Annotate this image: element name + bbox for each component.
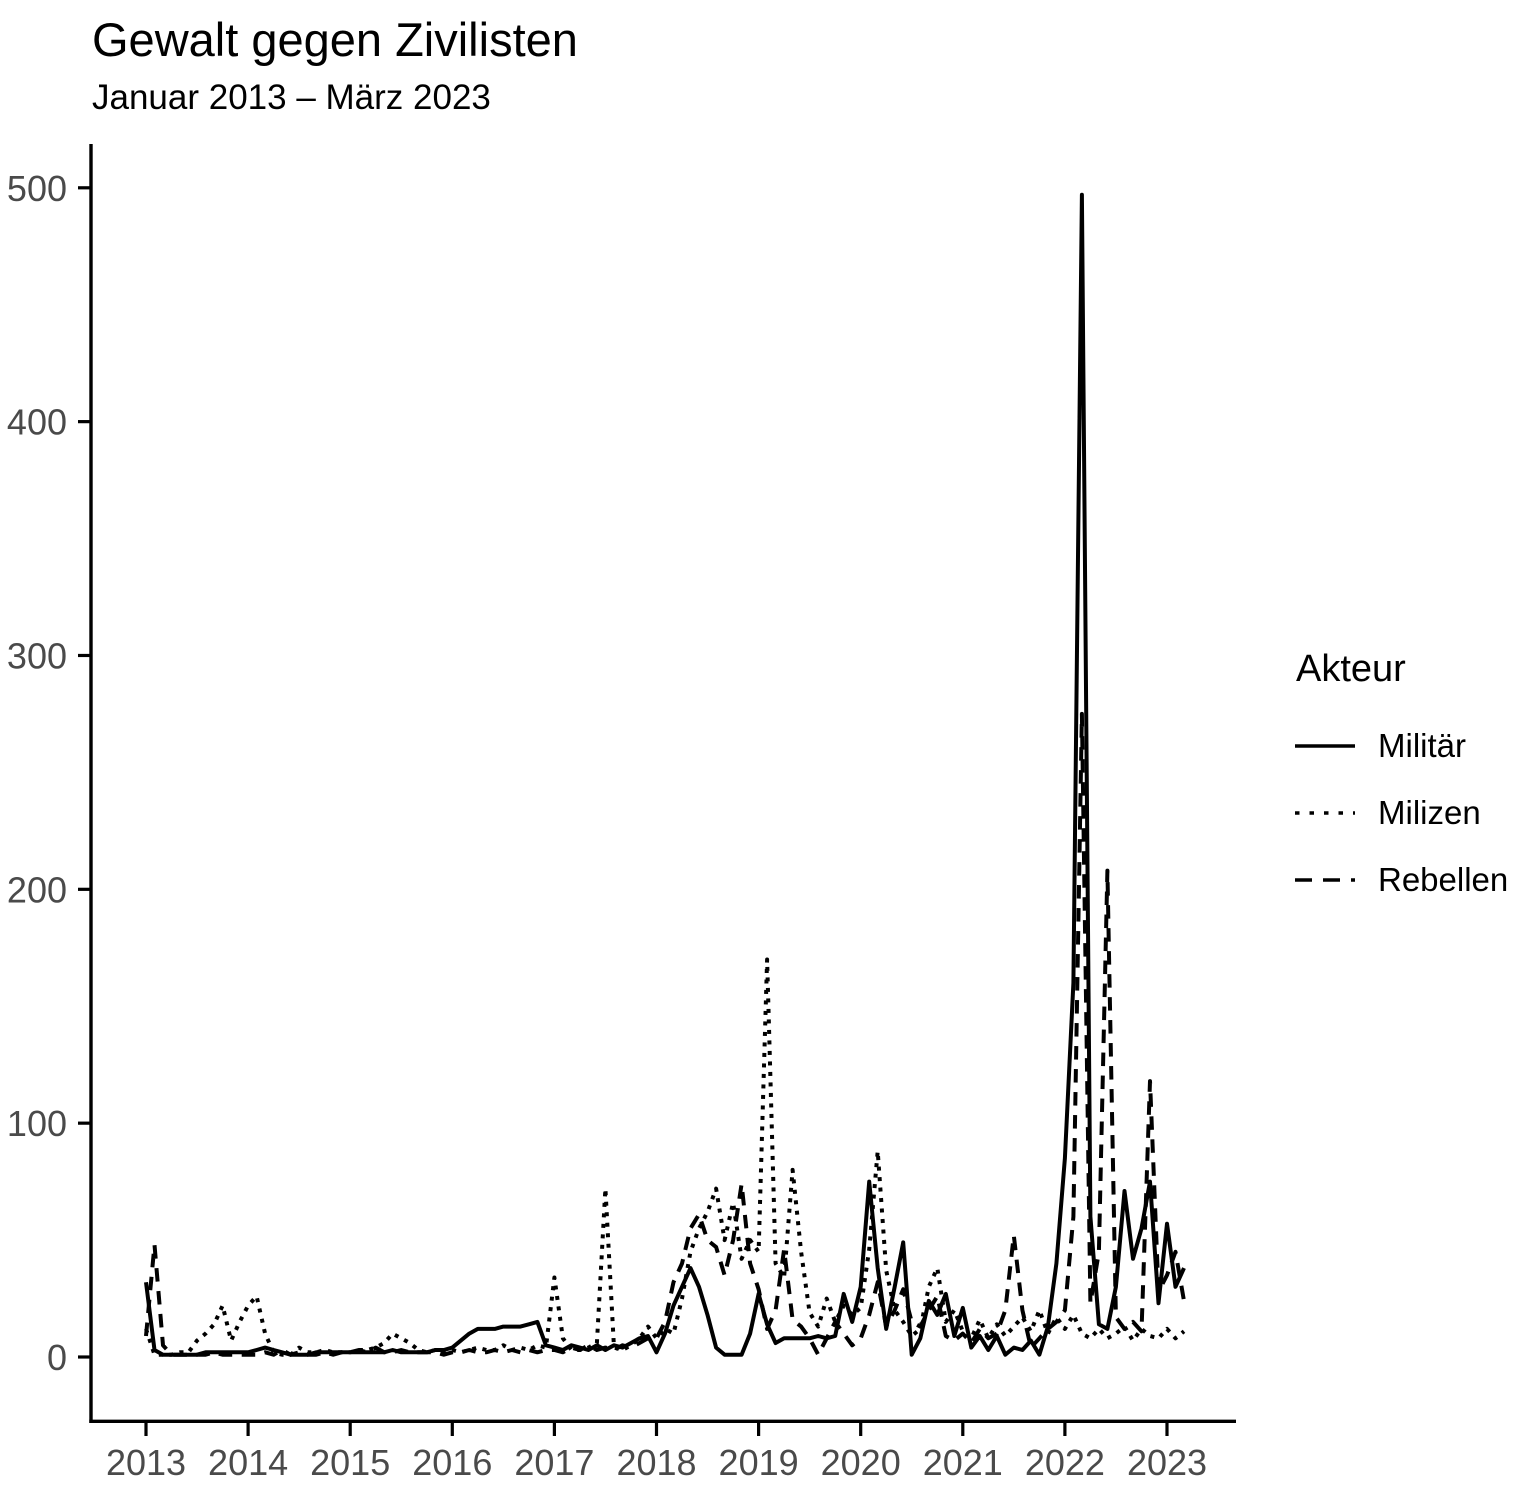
x-tick-label: 2016 bbox=[412, 1442, 493, 1483]
x-tick-label: 2018 bbox=[616, 1442, 697, 1483]
y-tick-label: 300 bbox=[6, 635, 67, 677]
y-tick-label: 100 bbox=[6, 1103, 67, 1145]
series-line-rebellen bbox=[146, 714, 1184, 1355]
y-tick-label: 400 bbox=[6, 401, 67, 443]
legend-entry-rebellen bbox=[1294, 863, 1520, 897]
series-line-militr bbox=[146, 195, 1184, 1355]
y-tick-label: 200 bbox=[6, 869, 67, 911]
legend-label-rebellen: Rebellen bbox=[1378, 861, 1509, 898]
y-tick-label: 500 bbox=[6, 167, 67, 209]
x-tick-label: 2023 bbox=[1126, 1442, 1208, 1483]
x-tick-label: 2019 bbox=[718, 1442, 799, 1483]
x-tick-label: 2013 bbox=[105, 1442, 187, 1483]
legend-entry-militar bbox=[1294, 729, 1520, 763]
legend-label-militar: Militär bbox=[1378, 727, 1466, 764]
legend-line-dashed-icon bbox=[1294, 876, 1356, 884]
legend bbox=[1294, 648, 1520, 930]
legend-entry-milizen bbox=[1294, 796, 1520, 830]
x-tick-label: 2015 bbox=[310, 1442, 391, 1483]
chart-title: Gewalt gegen Zivilisten bbox=[92, 13, 578, 66]
x-tick-label: 2017 bbox=[514, 1442, 595, 1483]
x-tick-label: 2014 bbox=[208, 1442, 289, 1483]
legend-line-dotted-icon bbox=[1294, 809, 1356, 817]
legend-line-solid-icon bbox=[1294, 742, 1356, 750]
series-line-milizen bbox=[146, 960, 1184, 1355]
x-tick-label: 2022 bbox=[1024, 1442, 1105, 1483]
chart-subtitle: Januar 2013 – März 2023 bbox=[92, 78, 491, 117]
legend-label-milizen: Milizen bbox=[1378, 794, 1481, 831]
x-tick-label: 2020 bbox=[820, 1442, 901, 1483]
y-tick-label: 0 bbox=[46, 1337, 67, 1378]
legend-title: Akteur bbox=[1296, 648, 1406, 690]
x-tick-label: 2021 bbox=[922, 1442, 1003, 1483]
